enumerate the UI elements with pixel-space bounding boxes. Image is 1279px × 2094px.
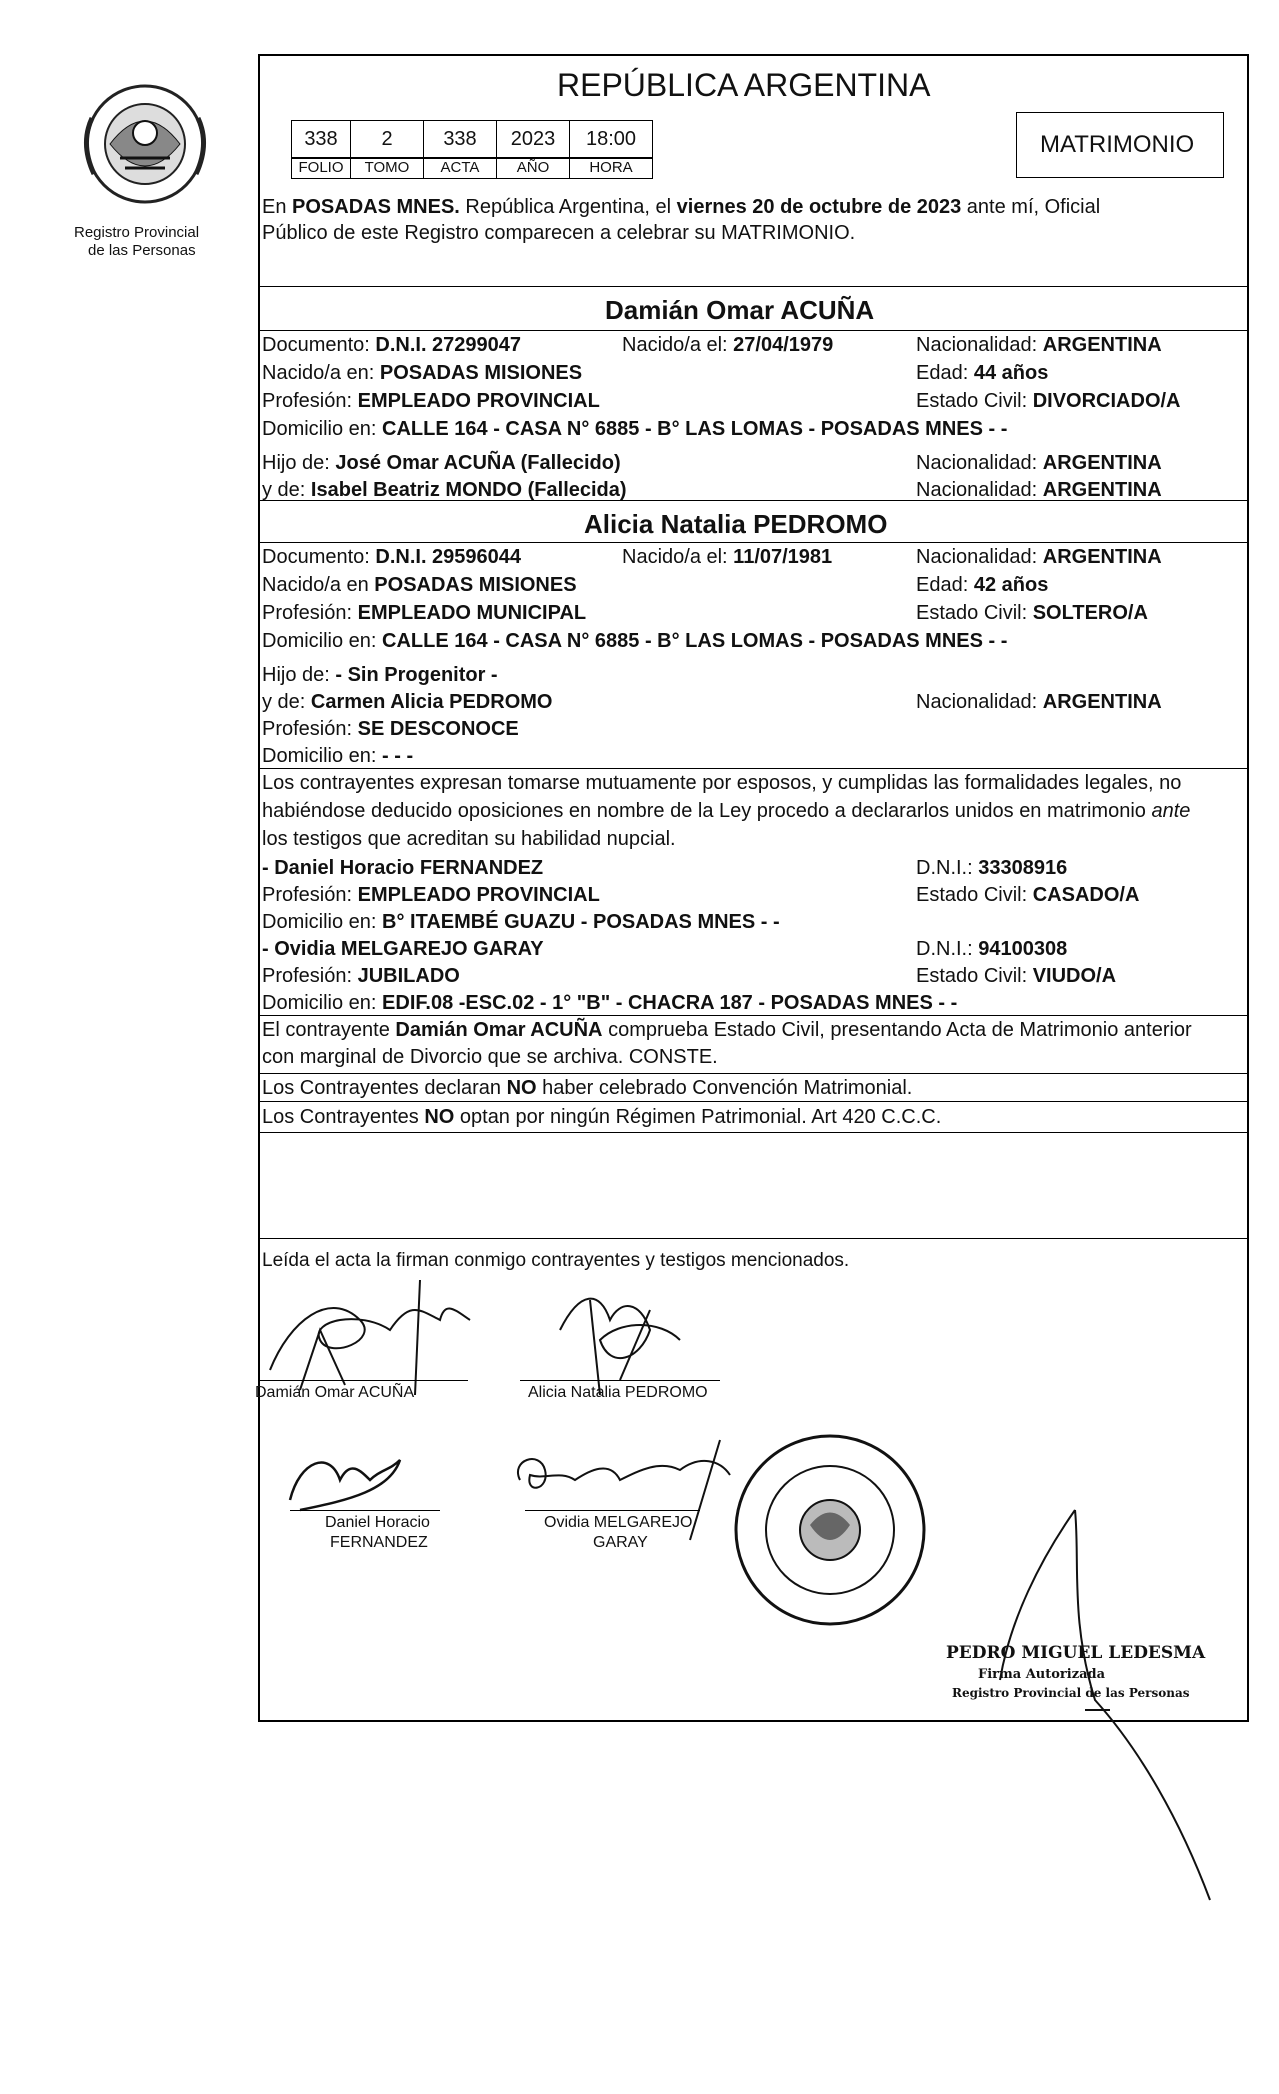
official-name: PEDRO MIGUEL LEDESMA <box>946 1643 1206 1663</box>
witness-2-profession: Profesión: JUBILADO <box>262 965 460 987</box>
note-civil-status-line-1: El contrayente Damián Omar ACUÑA comprueba Estado Civil, presentando Acta de Matrimonio anterior <box>262 1019 1192 1041</box>
year-label: AÑO <box>496 158 570 179</box>
groom-birth-date: Nacido/a el: 27/04/1979 <box>622 334 834 356</box>
witness-1-address: Domicilio en: B° ITAEMBÉ GUAZU - POSADAS MNES - - <box>262 911 780 933</box>
country-title: REPÚBLICA ARGENTINA <box>557 67 931 103</box>
groom-father-nationality: Nacionalidad: ARGENTINA <box>916 452 1162 474</box>
witness-1-profession: Profesión: EMPLEADO PROVINCIAL <box>262 884 600 906</box>
witness-1-civil-status: Estado Civil: CASADO/A <box>916 884 1140 906</box>
groom-birth-place: Nacido/a en: POSADAS MISIONES <box>262 362 583 384</box>
folio-value: 338 <box>291 120 351 158</box>
signature-line <box>520 1380 720 1381</box>
acta-value: 338 <box>423 120 497 158</box>
official-seal-icon <box>730 1430 930 1630</box>
bride-birth-date: Nacido/a el: 11/07/1981 <box>622 546 833 568</box>
bride-address: Domicilio en: CALLE 164 - CASA N° 6885 - B° LAS LOMAS - POSADAS MNES - - <box>262 630 1008 652</box>
acta-label: ACTA <box>423 158 497 179</box>
document-type: MATRIMONIO <box>1040 131 1195 158</box>
official-organization: Registro Provincial de las Personas <box>952 1686 1190 1700</box>
groom-father: Hijo de: José Omar ACUÑA (Fallecido) <box>262 452 621 474</box>
bride-father: Hijo de: - Sin Progenitor - <box>262 664 498 686</box>
signature-line <box>258 1380 468 1381</box>
tomo-value: 2 <box>350 120 424 158</box>
groom-name: Damián Omar ACUÑA <box>605 295 875 325</box>
intro-line-2: Público de este Registro comparecen a celebrar su MATRIMONIO. <box>262 222 856 244</box>
bride-birth-place: Nacido/a en POSADAS MISIONES <box>262 574 577 596</box>
registry-name-line1: Registro Provincial <box>74 224 200 241</box>
groom-civil-status: Estado Civil: DIVORCIADO/A <box>916 390 1181 412</box>
bride-civil-status: Estado Civil: SOLTERO/A <box>916 602 1148 624</box>
signature-witness2-label-1: Ovidia MELGAREJO <box>544 1514 693 1531</box>
note-convention: Los Contrayentes declaran NO haber celebrado Convención Matrimonial. <box>262 1077 913 1099</box>
year-value: 2023 <box>496 120 570 158</box>
witness-1-name: - Daniel Horacio FERNANDEZ <box>262 857 544 879</box>
signature-line <box>525 1510 700 1511</box>
folio-label: FOLIO <box>291 158 351 179</box>
bride-document: Documento: D.N.I. 29596044 <box>262 546 522 568</box>
registry-name-line2: de las Personas <box>88 242 196 259</box>
groom-document: Documento: D.N.I. 27299047 <box>262 334 522 356</box>
bride-mother-address: Domicilio en: - - - <box>262 745 414 767</box>
signature-groom-label: Damián Omar ACUÑA <box>255 1384 415 1401</box>
signature-heading: Leída el acta la firman conmigo contrayentes y testigos mencionados. <box>262 1250 850 1271</box>
witness-2-name: - Ovidia MELGAREJO GARAY <box>262 938 544 960</box>
tomo-label: TOMO <box>350 158 424 179</box>
witness-2-address: Domicilio en: EDIF.08 -ESC.02 - 1° "B" - CHACRA 187 - POSADAS MNES - - <box>262 992 958 1014</box>
bride-mother-nationality: Nacionalidad: ARGENTINA <box>916 691 1162 713</box>
signature-bride-label: Alicia Natalia PEDROMO <box>528 1384 708 1401</box>
signature-witness1-label-2: FERNANDEZ <box>330 1534 428 1551</box>
hour-value: 18:00 <box>569 120 653 158</box>
bride-mother: y de: Carmen Alicia PEDROMO <box>262 691 553 713</box>
signature-witness1-label-1: Daniel Horacio <box>325 1514 430 1531</box>
official-role: Firma Autorizada <box>978 1667 1106 1682</box>
declaration-line-3: los testigos que acreditan su habilidad nupcial. <box>262 828 676 850</box>
intro-line-1: En POSADAS MNES. República Argentina, el viernes 20 de octubre de 2023 ante mí, Oficial <box>262 196 1101 218</box>
signature-witness2-label-2: GARAY <box>593 1534 648 1551</box>
groom-address: Domicilio en: CALLE 164 - CASA N° 6885 - B° LAS LOMAS - POSADAS MNES - - <box>262 418 1008 440</box>
signature-line <box>290 1510 440 1511</box>
witness-2-dni: D.N.I.: 94100308 <box>916 938 1068 960</box>
bride-nationality: Nacionalidad: ARGENTINA <box>916 546 1162 568</box>
hour-label: HORA <box>569 158 653 179</box>
declaration-line-1: Los contrayentes expresan tomarse mutuamente por esposos, y cumplidas las formalidades legales, no <box>262 772 1182 794</box>
witness-2-civil-status: Estado Civil: VIUDO/A <box>916 965 1117 987</box>
bride-profession: Profesión: EMPLEADO MUNICIPAL <box>262 602 587 624</box>
bride-age: Edad: 42 años <box>916 574 1049 596</box>
witness-1-dni: D.N.I.: 33308916 <box>916 857 1068 879</box>
groom-mother-nationality: Nacionalidad: ARGENTINA <box>916 479 1162 501</box>
groom-nationality: Nacionalidad: ARGENTINA <box>916 334 1162 356</box>
groom-profession: Profesión: EMPLEADO PROVINCIAL <box>262 390 600 412</box>
bride-name: Alicia Natalia PEDROMO <box>584 509 888 539</box>
note-civil-status-line-2: con marginal de Divorcio que se archiva. CONSTE. <box>262 1046 718 1068</box>
bride-mother-profession: Profesión: SE DESCONOCE <box>262 718 519 740</box>
note-regime: Los Contrayentes NO optan por ningún Régimen Patrimonial. Art 420 C.C.C. <box>262 1106 942 1128</box>
groom-age: Edad: 44 años <box>916 362 1049 384</box>
declaration-line-2: habiéndose deducido oposiciones en nombre de la Ley procedo a declararlos unidos en matrimonio ante <box>262 800 1191 822</box>
groom-mother: y de: Isabel Beatriz MONDO (Fallecida) <box>262 479 627 501</box>
